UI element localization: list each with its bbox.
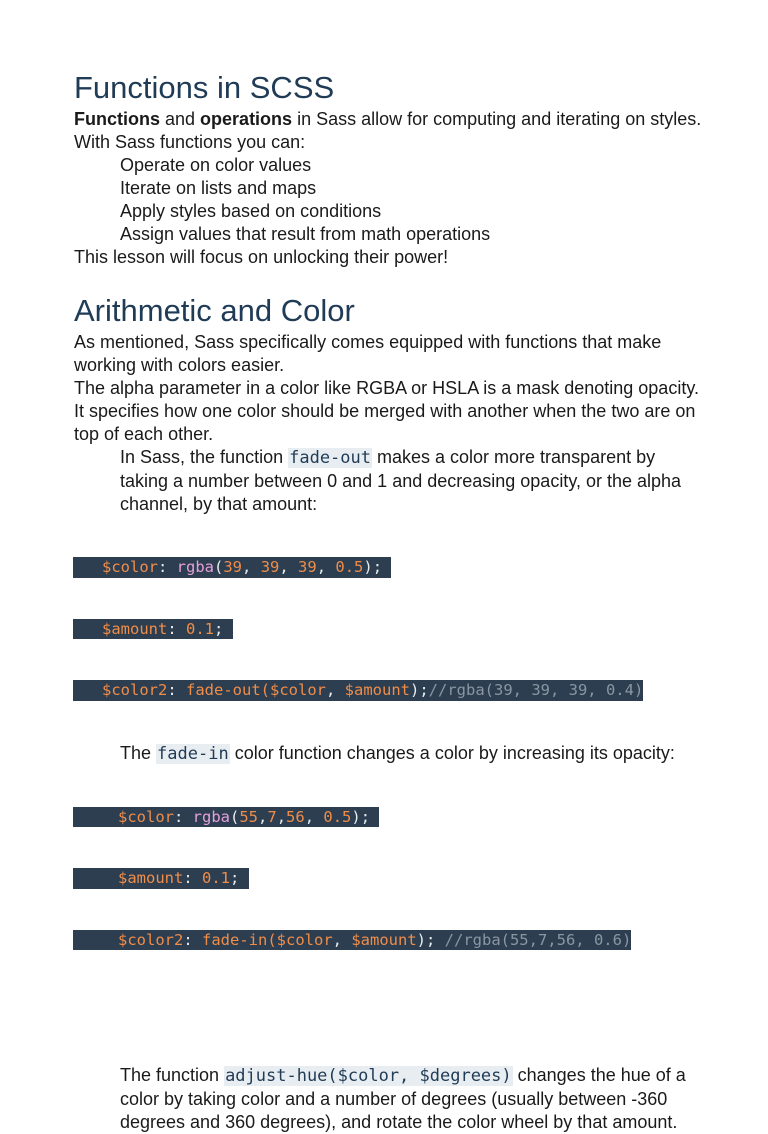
- fade-in-paragraph: [74, 742, 704, 766]
- intro-rest: in Sass allow for computing and iterating on styles.: [292, 109, 702, 129]
- code-line: $color2: fade-out($color, $amount);//rgba(39, 39, 39, 0.4): [73, 680, 643, 701]
- adjust-hue-pre: The function: [120, 1065, 225, 1085]
- closing-paragraph: This lesson will focus on unlocking their power!: [74, 247, 449, 267]
- adjust-hue-post: changes the hue of a color by taking color and a number of degrees (usually between -360 degrees and 360 degrees), and rotate the color wheel by that amount.: [120, 1065, 686, 1132]
- intro-paragraph: [74, 108, 704, 131]
- intro-bold-operations: operations: [200, 109, 293, 129]
- fade-out-code-block: [73, 516, 704, 742]
- list-item: Assign values that result from math operations: [120, 224, 491, 244]
- code-line: $color: rgba(39, 39, 39, 0.5);: [73, 557, 391, 578]
- code-line: $amount: 0.1;: [73, 619, 233, 640]
- colors-paragraph: As mentioned, Sass specifically comes equipped with functions that make working with colors easier.: [74, 332, 662, 375]
- document-page: [74, 68, 704, 1134]
- fade-in-pre: The: [120, 742, 157, 763]
- code-line: $color2: fade-in($color, $amount); //rgba(55,7,56, 0.6): [73, 930, 631, 951]
- fade-out-paragraph: [74, 446, 704, 516]
- list-item: Apply styles based on conditions: [120, 201, 382, 221]
- fade-in-code-block: [73, 766, 704, 992]
- fade-in-post: color function changes a color by increasing its opacity:: [229, 742, 675, 763]
- code-line: $amount: 0.1;: [73, 868, 249, 889]
- fade-out-pre: In Sass, the function: [120, 447, 289, 467]
- fade-in-inline-code: fade-in: [157, 743, 229, 764]
- list-item: Iterate on lists and maps: [120, 178, 317, 198]
- intro-and: and: [160, 109, 201, 129]
- code-line: $color: rgba(55,7,56, 0.5);: [73, 807, 379, 828]
- list-lead: With Sass functions you can:: [74, 132, 306, 152]
- blank-space: [74, 991, 704, 1064]
- adjust-hue-paragraph: [74, 1064, 704, 1134]
- section-title-arithmetic: Arithmetic and Color: [74, 293, 355, 328]
- alpha-paragraph: The alpha parameter in a color like RGBA or HSLA is a mask denoting opacity. It specifies how one color should be merged with another when the two are on top of each other.: [74, 378, 699, 444]
- fade-out-inline-code: fade-out: [289, 448, 371, 468]
- fade-out-post: makes a color more transparent by taking a number between 0 and 1 and decreasing opacity, or the alpha channel, by that amount:: [120, 447, 682, 514]
- list-item: Operate on color values: [120, 155, 312, 175]
- adjust-hue-inline-code: adjust-hue($color, $degrees): [225, 1066, 512, 1086]
- intro-bold-functions: Functions: [74, 109, 160, 129]
- section-title-functions: Functions in SCSS: [74, 70, 335, 105]
